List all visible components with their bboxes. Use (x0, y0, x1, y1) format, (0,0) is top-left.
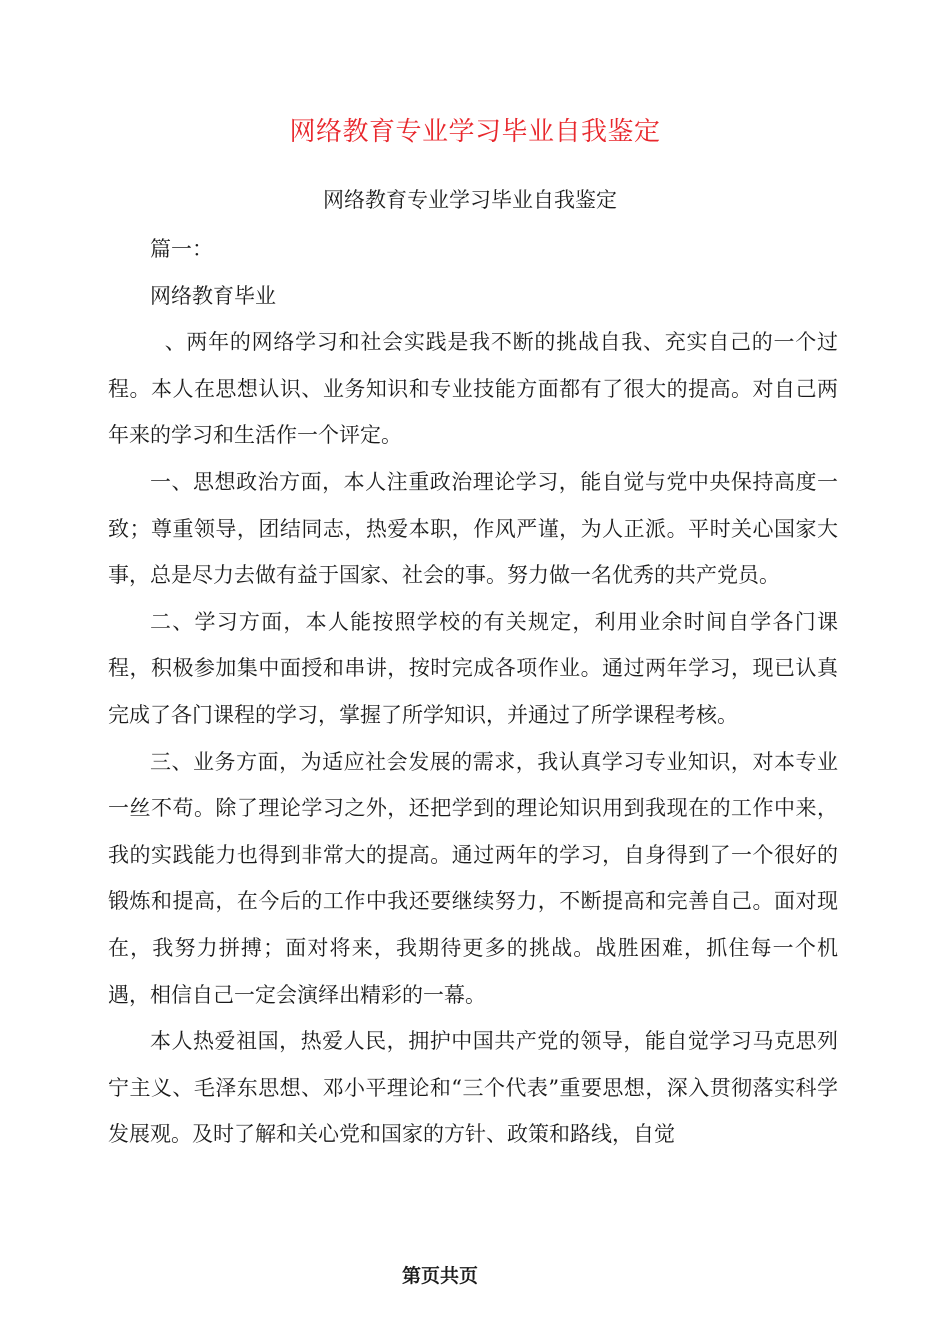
document-subtitle: 网络教育专业学习毕业自我鉴定 (323, 188, 617, 212)
paragraph-political: 一、思想政治方面，本人注重政治理论学习，能自觉与党中央保持高度一致；尊重领导，团结同志，热爱本职，作风严谨，为人正派。平时关心国家大事，总是尽力去做有益于国家、社会的事。努力做一名优秀的共产党员。 (108, 469, 838, 588)
page-footer: 第页共页 (401, 1265, 478, 1287)
paragraph-study: 二、学习方面，本人能按照学校的有关规定，利用业余时间自学各门课程，积极参加集中面授和串讲，按时完成各项作业。通过两年学习，现已认真完成了各门课程的学习，掌握了所学知识，并通过了所学课程考核。 (108, 609, 838, 727)
document-title: 网络教育专业学习毕业自我鉴定 (289, 117, 661, 147)
paragraph-heading: 网络教育毕业 (150, 283, 276, 308)
paragraph-patriotism: 本人热爱祖国，热爱人民，拥护中国共产党的领导，能自觉学习马克思列宁主义、毛泽东思想、邓小平理论和“三个代表”重要思想，深入贯彻落实科学发展观。及时了解和关心党和国家的方针、政策和路线，自觉 (108, 1029, 838, 1147)
document-body (108, 226, 838, 1158)
paragraph-work: 三、业务方面，为适应社会发展的需求，我认真学习专业知识，对本专业一丝不苟。除了理论学习之外，还把学到的理论知识用到我现在的工作中来，我的实践能力也得到非常大的提高。通过两年的学习，自身得到了一个很好的锻炼和提高，在今后的工作中我还要继续努力，不断提高和完善自己。面对现在，我努力拼搏；面对将来，我期待更多的挑战。战胜困难，抓住每一个机遇，相信自己一定会演绎出精彩的一幕。 (108, 749, 838, 1007)
paragraph-section-label: 篇一： (150, 237, 213, 261)
paragraph-intro: 、两年的网络学习和社会实践是我不断的挑战自我、充实自己的一个过程。本人在思想认识、业务知识和专业技能方面都有了很大的提高。对自己两年来的学习和生活作一个评定。 (108, 330, 838, 448)
